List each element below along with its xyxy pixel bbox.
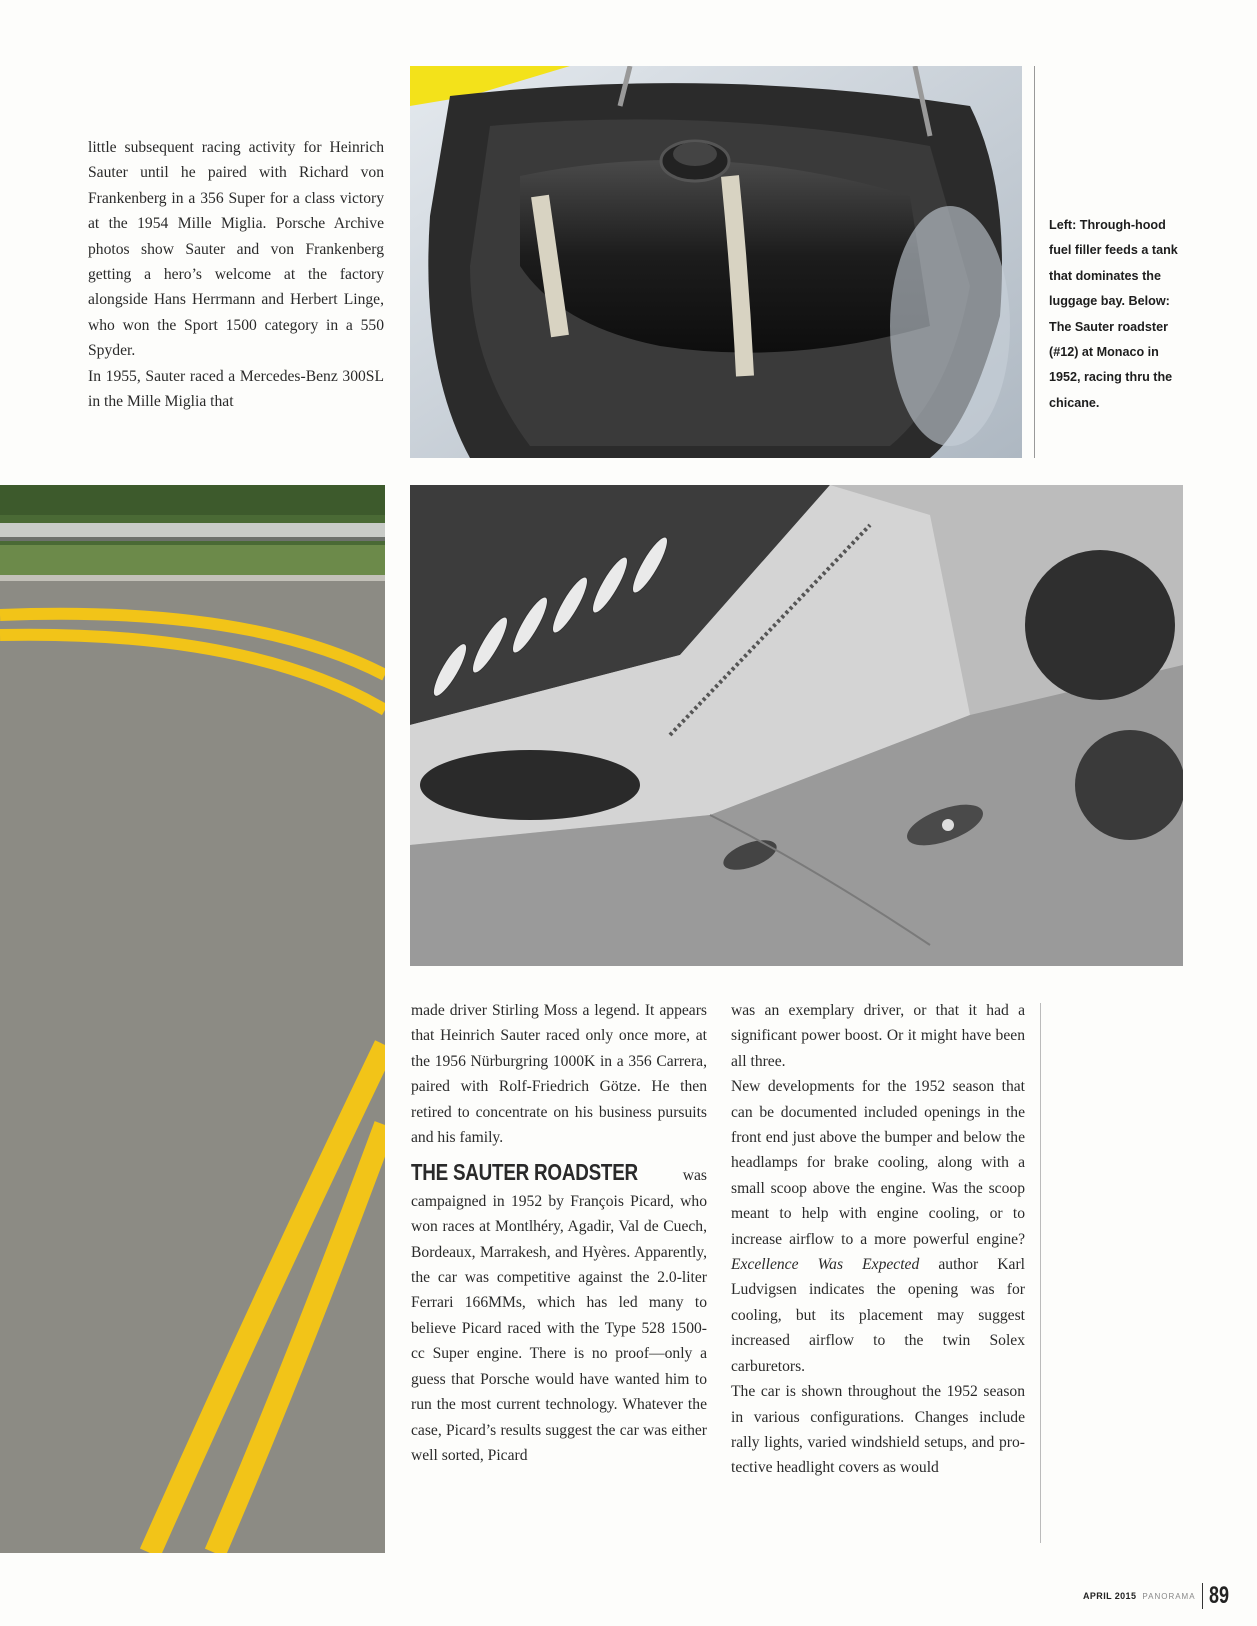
article-column-2: [411, 998, 707, 1468]
column2-paragraph-2-text: was campaigned in 1952 by François Picard, who won races at Montlhéry, Agadir, Val de Cuech, Bordeaux, Marrakesh, and Hyères. Apparently, the car was competitive against the 2.0-liter Ferrari 166MMs, which has led many to believe Picard raced with the Type 528 1500-cc Super engine. There is no proof—only a guess that Porsche would have wanted him to run the most current technology. Whatever the case, Picard’s results suggest the car was either well sorted, Picard: [411, 1167, 707, 1464]
column2-paragraph-1: made driver Stirling Moss a legend. It appears that Heinrich Sauter raced only once more, at the 1956 Nürburgring 1000K in a 356 Carrera, paired with Rolf-Friedrich Götze. He then retired to concentrate on his business pursuits and his family.: [411, 1002, 707, 1147]
caption-left-label: Left:: [1049, 218, 1077, 232]
folio-divider: [1202, 1583, 1203, 1609]
fuel-tank-photo: [410, 66, 1022, 458]
column3-paragraph-3: The car is shown throughout the 1952 season in various configurations. Changes include rally lights, varied windshield setups, and protective headlight covers as would: [731, 1383, 1025, 1477]
column2-paragraph-2: [411, 1160, 707, 1468]
caption-left-text: Through-hood fuel filler feeds a tank that dominates the luggage bay.: [1049, 218, 1178, 309]
book-title: Excellence Was Expected: [731, 1256, 920, 1274]
column3-paragraph-2a: New developments for the 1952 season that can be documented included openings in the front end just above the bumper and below the headlamps for brake cooling, along with a small scoop above the engine. Was the scoop meant to help with engine cooling, or to increase airflow to a more powerful engine?: [731, 1078, 1025, 1248]
column3-paragraph-2b: author Karl Ludvigsen indicates the opening was for cooling, but its placement may suggest increased airflow to the twin Solex carburetors.: [731, 1256, 1025, 1375]
caption-rule: [1034, 66, 1035, 458]
article-column-1: [88, 135, 384, 414]
column-rule: [1040, 1003, 1041, 1543]
column3-paragraph-2: [731, 1074, 1025, 1379]
column3-paragraph-1: was an exemplary driver, or that it had a significant power boost. Or it might have been all three.: [731, 1002, 1025, 1070]
caption-below-label: Below:: [1128, 294, 1170, 309]
monaco-race-photo: [410, 485, 1183, 966]
photo-caption: [1049, 213, 1184, 416]
folio-date: APRIL 2015: [1083, 1591, 1137, 1601]
caption-below-text: The Sauter roadster (#12) at Monaco in 1952, racing thru the chicane.: [1049, 319, 1173, 410]
folio-magazine: PANORAMA: [1142, 1591, 1196, 1601]
article-column-3: [731, 998, 1025, 1481]
section-runin-heading: THE SAUTER ROADSTER: [411, 1159, 638, 1186]
page-number: 89: [1208, 1582, 1229, 1609]
road-curve-photo: [0, 485, 385, 1553]
page-folio: [1083, 1582, 1235, 1610]
column1-paragraph-1: little subsequent racing activity for Heinrich Sauter until he paired with Richard von Frankenberg in a 356 Super for a class victory at the 1954 Mille Miglia. Porsche Archive photos show Sauter and von Frankenberg getting a hero’s welcome at the factory alongside Hans Herrmann and Herbert Linge, who won the Sport 1500 category in a 550 Spyder.: [88, 139, 384, 360]
column1-paragraph-2: In 1955, Sauter raced a Mercedes-Benz 300SL in the Mille Miglia that: [88, 367, 384, 411]
